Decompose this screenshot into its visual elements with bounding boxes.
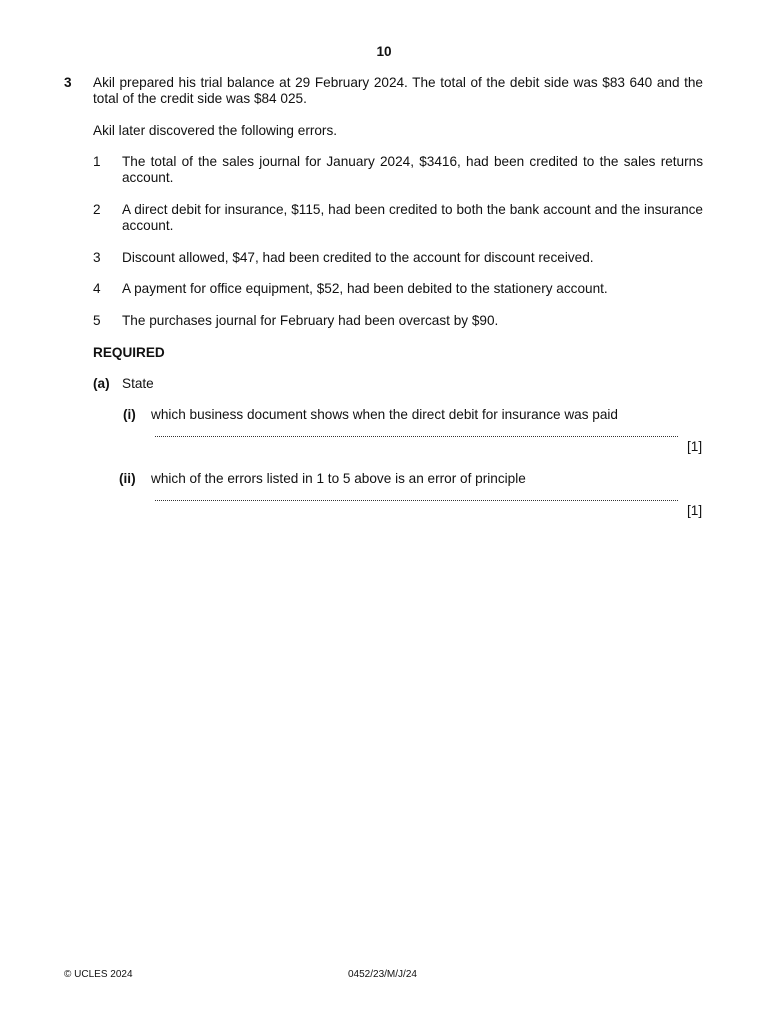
- error-text: Discount allowed, $47, had been credited to the account for discount received.: [122, 250, 594, 265]
- question-intro: Akil prepared his trial balance at 29 February 2024. The total of the debit side was $83 640 and the total of the credit side was $84 025.: [93, 75, 703, 106]
- error-number: 5: [93, 313, 101, 328]
- subpart-i-marks: [1]: [687, 439, 703, 454]
- error-number: 3: [93, 250, 101, 265]
- footer-copyright: © UCLES 2024: [64, 969, 133, 980]
- answer-line-ii[interactable]: [155, 500, 678, 501]
- error-number: 4: [93, 281, 101, 296]
- error-text: The purchases journal for February had been overcast by $90.: [122, 313, 499, 328]
- subpart-ii-text: which of the errors listed in 1 to 5 above is an error of principle: [151, 471, 526, 486]
- subpart-i-label: (i): [123, 407, 136, 422]
- error-text: The total of the sales journal for January 2024, $3416, had been credited to the sales returns account.: [122, 154, 703, 185]
- subpart-ii-label: (ii): [119, 471, 136, 486]
- part-a-label: (a): [93, 376, 110, 391]
- page-number: 10: [376, 44, 392, 59]
- error-number: 1: [93, 154, 101, 169]
- subpart-ii-marks: [1]: [687, 503, 703, 518]
- errors-intro: Akil later discovered the following errors.: [93, 123, 338, 138]
- error-text: A direct debit for insurance, $115, had been credited to both the bank account and the insurance account.: [122, 202, 703, 233]
- error-number: 2: [93, 202, 101, 217]
- required-heading: REQUIRED: [93, 345, 165, 360]
- subpart-i-text: which business document shows when the direct debit for insurance was paid: [151, 407, 618, 422]
- question-number: 3: [64, 75, 72, 90]
- error-text: A payment for office equipment, $52, had been debited to the stationery account.: [122, 281, 608, 296]
- part-a-instruction: State: [122, 376, 154, 391]
- footer-paper-code: 0452/23/M/J/24: [348, 969, 417, 980]
- answer-line-i[interactable]: [155, 436, 678, 437]
